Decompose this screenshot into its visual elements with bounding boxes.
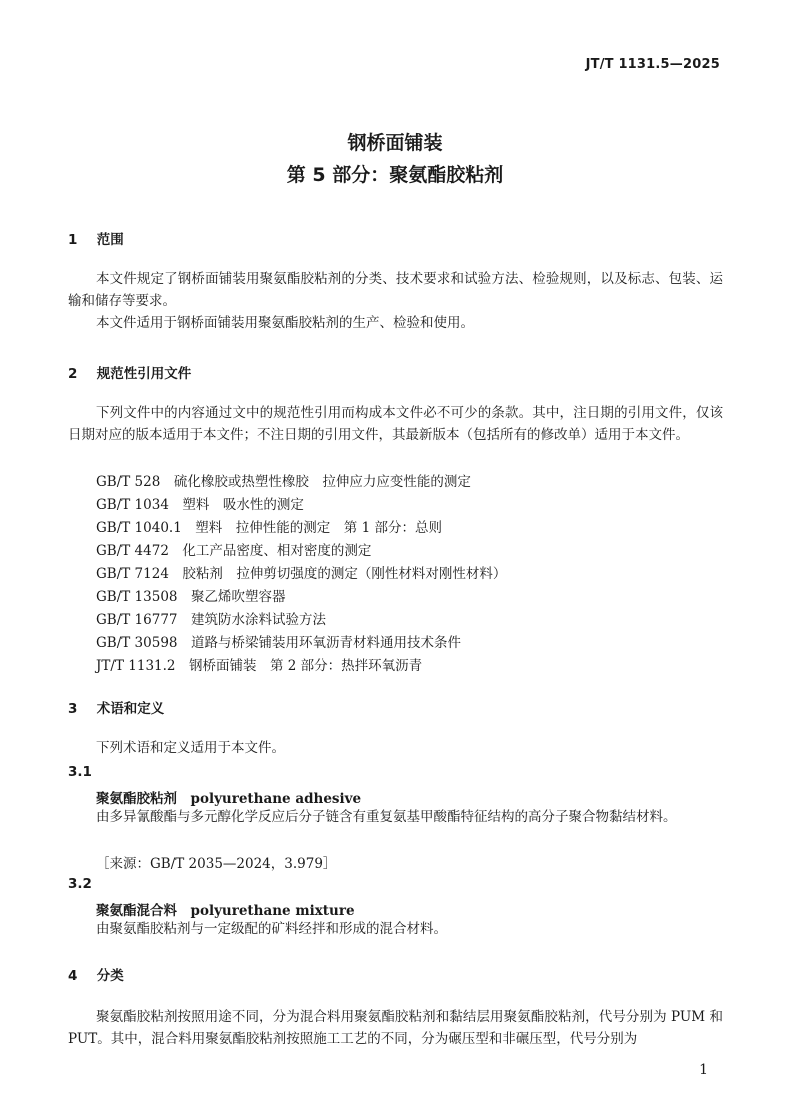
reference-item: JT/T 1131.2 钢桥面铺装 第 2 部分：热拌环氧沥青 — [96, 658, 423, 674]
section-title: 术语和定义 — [96, 701, 165, 717]
reference-item: GB/T 7124 胶粘剂 拉伸剪切强度的测定（刚性材料对刚性材料） — [96, 566, 507, 582]
term-number: 3.2 — [68, 876, 92, 892]
term-definition: 由多异氰酸酯与多元醇化学反应后分子链含有重复氨基甲酸酯特征结构的高分子聚合物黏结材料。 — [96, 809, 677, 825]
section-4-heading — [68, 964, 124, 984]
term-source: ［来源：GB/T 2035—2024，3.979］ — [96, 856, 337, 872]
section-title: 规范性引用文件 — [96, 366, 192, 382]
section-4-paragraph: 聚氨酯胶粘剂按照用途不同，分为混合料用聚氨酯胶粘剂和黏结层用聚氨酯胶粘剂，代号分别为 PUM 和 PUT。其中，混合料用聚氨酯胶粘剂按照施工工艺的不同，分为碾压型和非碾压型，代号分别为 — [68, 1009, 723, 1047]
section-1-heading — [68, 228, 124, 248]
reference-item: GB/T 13508 聚乙烯吹塑容器 — [96, 589, 286, 605]
document-title: 钢桥面铺装 — [347, 132, 443, 154]
reference-item: GB/T 1040.1 塑料 拉伸性能的测定 第 1 部分：总则 — [96, 520, 442, 536]
section-title: 范围 — [96, 232, 124, 248]
section-1-paragraph-2: 本文件适用于钢桥面铺装用聚氨酯胶粘剂的生产、检验和使用。 — [96, 315, 474, 331]
section-title: 分类 — [96, 968, 124, 984]
document-subtitle: 第 5 部分：聚氨酯胶粘剂 — [286, 164, 504, 186]
reference-item: GB/T 30598 道路与桥梁铺装用环氧沥青材料通用技术条件 — [96, 635, 461, 651]
section-3-heading — [68, 697, 164, 717]
term-name: 聚氨酯混合料 polyurethane mixture — [96, 903, 355, 919]
term-definition: 由聚氨酯胶粘剂与一定级配的矿料经拌和形成的混合材料。 — [96, 921, 447, 937]
reference-item: GB/T 1034 塑料 吸水性的测定 — [96, 497, 304, 513]
reference-item: GB/T 16777 建筑防水涂料试验方法 — [96, 612, 326, 628]
term-number: 3.1 — [68, 764, 92, 780]
section-2-intro: 下列文件中的内容通过文中的规范性引用而构成本文件必不可少的条款。其中，注日期的引用文件，仅该日期对应的版本适用于本文件；不注日期的引用文件，其最新版本（包括所有的修改单）适用于本文件。 — [68, 405, 723, 443]
term-name: 聚氨酯胶粘剂 polyurethane adhesive — [96, 791, 362, 807]
section-number: 2 — [68, 366, 78, 382]
reference-item: GB/T 4472 化工产品密度、相对密度的测定 — [96, 543, 372, 559]
section-number: 3 — [68, 701, 78, 717]
section-3-intro: 下列术语和定义适用于本文件。 — [96, 740, 285, 756]
section-number: 4 — [68, 968, 78, 984]
section-number: 1 — [68, 232, 78, 248]
section-1-paragraph-1: 本文件规定了钢桥面铺装用聚氨酯胶粘剂的分类、技术要求和试验方法、检验规则，以及标志、包装、运输和储存等要求。 — [68, 271, 723, 309]
standard-code: JT/T 1131.5—2025 — [585, 57, 720, 72]
page-number: 1 — [699, 1062, 708, 1078]
reference-item: GB/T 528 硫化橡胶或热塑性橡胶 拉伸应力应变性能的测定 — [96, 474, 471, 490]
section-2-heading — [68, 362, 191, 382]
